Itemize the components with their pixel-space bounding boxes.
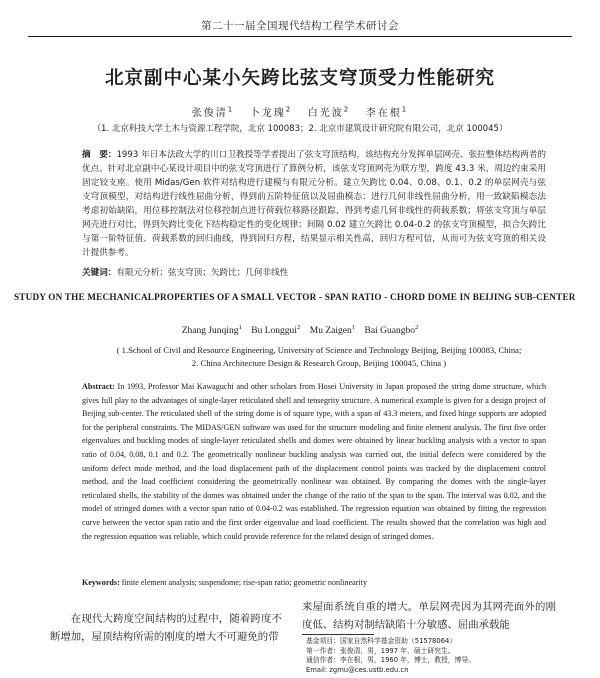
conference-header: 第二十一届全国现代结构工程学术研讨会 bbox=[201, 20, 399, 32]
author-cn-1: 张俊清 bbox=[191, 108, 228, 119]
author-cn-1-sup: 1 bbox=[227, 105, 235, 114]
title-english: STUDY ON THE MECHANICALPROPERTIES OF A SMALL VECTOR - SPAN RATIO - CHORD DOME IN BEIJING SUB-CENTER bbox=[14, 292, 576, 302]
affiliation-english bbox=[82, 344, 556, 370]
authors-english bbox=[0, 324, 600, 336]
author-en-4: Bai Guangbo bbox=[364, 326, 415, 337]
author-en-3: Mu Zaigen bbox=[309, 326, 352, 337]
affiliation-en-line-2: 2. China Architecture Design & Research Group, Beijing 100045, China ) bbox=[191, 358, 447, 368]
footnote-email: Email: zgmu@ces.ustb.edu.cn bbox=[306, 665, 409, 674]
keywords-en-label: Keywords: bbox=[82, 578, 120, 587]
footnote bbox=[306, 637, 556, 675]
author-cn-3: 白光波 bbox=[307, 108, 344, 119]
author-en-2-sup: 2 bbox=[296, 324, 301, 331]
keywords-cn-label: 关键词： bbox=[82, 268, 117, 278]
keywords-english bbox=[82, 576, 546, 589]
abstract-en-label: Abstract: bbox=[82, 382, 115, 391]
footnote-first-author: 第一作者：张俊清，男，1997 年，硕士研究生。 bbox=[306, 646, 455, 655]
authors-chinese bbox=[0, 104, 600, 119]
keywords-chinese bbox=[82, 266, 546, 280]
body-column-right: 来屋面系统自重的增大。单层网壳因为其网壳面外的刚度低、结构对制结缺陷十分敏感、屈曲承载能 bbox=[302, 601, 556, 631]
author-cn-4: 李在根 bbox=[365, 108, 402, 119]
author-cn-2: 卜龙瑰 bbox=[249, 108, 286, 119]
keywords-en-text: finite element analysis; suspendome; rise-span ratio; geometric nonlinearity bbox=[121, 578, 368, 587]
keywords-cn-text: 有限元分析；弦支穹顶；矢跨比；几何非线性 bbox=[116, 268, 289, 278]
author-en-3-sup: 1 bbox=[351, 324, 356, 331]
body-column-left: 在现代大跨度空间结构的过程中，随着跨度不断增加，屋顶结构所需的刚度的增大不可避免的带 bbox=[50, 613, 282, 643]
title-chinese: 北京副中心某小矢跨比弦支穹顶受力性能研究 bbox=[104, 68, 495, 89]
footnote-funding: 基金项目：国家自然科学基金资助（51578064） bbox=[306, 637, 457, 645]
author-en-1-sup: 1 bbox=[238, 324, 242, 331]
author-en-4-sup: 2 bbox=[414, 324, 419, 331]
header-rule bbox=[28, 36, 572, 37]
author-cn-2-sup: 2 bbox=[285, 105, 293, 114]
footnote-corresponding-author: 通信作者：李在根，男，1960 年，博士，教授，博导。 bbox=[306, 656, 475, 664]
abstract-en-text: In 1993, Professor Mai Kawaguchi and other scholars from Hosei University in Japan proposed the string dome structure, which gives full play to the advantages of single-layer reticulated shell and tensegrity structure. A numerical example is given for a design project of Beijing sub-center. The reticulated shell of the string dome is of square type, with a span of 43.3 meters, and fixed hinge supports are adopted for the peripheral constraints. The MIDAS/GEN software was used for the structure modeling and finite element analysis. The first five order eigenvalues and buckling modes of single-layer reticulated shells and domes were obtained by linear buckling analysis with a vector to span ratio of 0.04, 0.08, 0.1 and 0.2. The geometrically nonlinear buckling analysis was carried out, the initial defects were considered by the uniform defect mode method, and the load displacement path of the displacement control points was tracked by the displacement control method, and the load coefficient considering the geometrically nonlinear was obtained. By comparing the domes with the single-layer reticulated shells, the stability of the domes was obtained under the change of the ratio of the span to the span. The interval was 0.02, and the model of stringed domes with a vector span ratio of 0.04-0.2 was established. The regression equation was obtained by fitting the regression curve between the vector span ratio and the first order eigenvalue and load coefficient. The results showed that the correlation was high and the regression equation was reliable, which could provide reference for the related design of stringed domes. bbox=[82, 382, 546, 541]
abstract-chinese bbox=[82, 148, 546, 260]
author-en-1: Zhang Junqing bbox=[181, 326, 239, 337]
footnote-rule bbox=[302, 634, 374, 635]
abstract-cn-text: 1993 年日本法政大学的川口卫教授等学者提出了弦支穹顶结构，该结构充分发挥单层网壳、张拉整体结构两者的优点。针对北京副中心某设计项目中的弦支穹顶进行了算例分析，该弦支穹顶网壳为联方型，跨度 43.3 米，周边约束采用固定铰支座。使用 Midas/Gen 软件对结构进行建模与有限元分析。建立矢跨比 0.04、0.08、0.1、0.2 的单层网壳与弦支穹顶模型，对结构进行线性屈曲分析，得到前五阶特征值以及屈曲模态；进行几何非线性屈曲分析，用一致缺陷模态法考虑初始缺陷，用位移控制法对位移控制点进行荷载位移路径跟踪，得到考虑几何非线性的荷载系数；将弦支穹顶与单层网壳进行对比，得到矢跨比变化下结构稳定性的变化规律；间隔 0.02 建立矢跨比 0.04-0.2 的弦支穹顶模型，拟合矢跨比与第一阶特征值、荷载系数的回归曲线，得到回归方程，结果显示相关性高，回归方程可信，从而可为弦支穹顶的相关设计提供参考。 bbox=[82, 150, 546, 258]
author-cn-4-sup: 1 bbox=[401, 105, 409, 114]
author-en-2: Bu Longgui bbox=[251, 326, 297, 337]
affiliation-chinese: （1. 北京科技大学土木与资源工程学院，北京 100083；2. 北京市建筑设计研究院有限公司，北京 100045） bbox=[92, 124, 508, 134]
abstract-cn-label: 摘 要： bbox=[82, 150, 117, 160]
author-cn-3-sup: 2 bbox=[343, 105, 351, 114]
affiliation-en-line-1: ( 1.School of Civil and Resource Engineering, University of Science and Technology Beijing, Beijing 100083, China; bbox=[116, 345, 522, 355]
abstract-english bbox=[82, 380, 546, 543]
